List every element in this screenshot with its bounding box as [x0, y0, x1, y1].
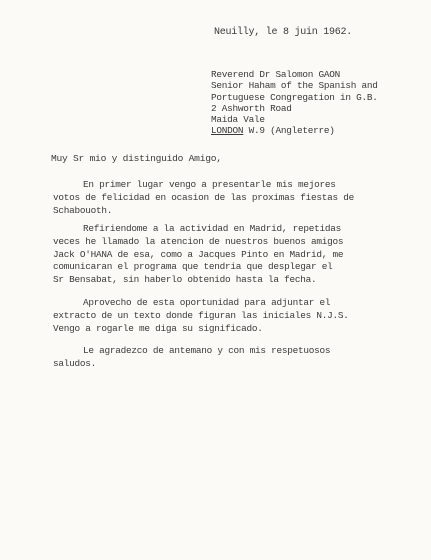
paragraph-line: En primer lugar vengo a presentarle mis mejores: [83, 179, 336, 190]
address-line-city: [211, 125, 378, 136]
paragraph-line: extracto de un texto donde figuran las iniciales N.J.S.: [53, 309, 349, 321]
paragraph-line: Schabouoth.: [53, 204, 113, 216]
city-rest: W.9 (Angleterre): [243, 125, 335, 137]
paragraph-closing: [53, 345, 330, 371]
address-line: Reverend Dr Salomon GAON: [211, 69, 341, 80]
address-line: 2 Ashworth Road: [211, 102, 292, 114]
paragraph-madrid: [53, 223, 343, 287]
paragraph-line: Vengo a rogarle me diga su significado.: [53, 322, 263, 334]
paragraph-line: comunicaran el programa que tendria que desplegar el: [53, 261, 333, 273]
paragraph-line: saludos.: [53, 357, 97, 369]
paragraph-greetings: [53, 179, 354, 217]
salutation: Muy Sr mio y distinguido Amigo,: [51, 153, 222, 164]
recipient-address: [211, 69, 378, 137]
paragraph-line: Le agradezco de antemano y con mis respetuosos: [83, 345, 331, 356]
letter-date: Neuilly, le 8 juin 1962.: [214, 27, 353, 38]
address-line: Senior Haham of the Spanish and: [211, 80, 378, 92]
city-underlined: LONDON: [211, 125, 244, 137]
paragraph-line: Aprovecho de esta oportunidad para adjuntar el: [83, 297, 331, 308]
paragraph-line: Refiriendome a la actividad en Madrid, repetidas: [83, 223, 342, 234]
paragraph-line: veces he llamado la atencion de nuestros buenos amigos: [53, 235, 344, 247]
paragraph-line: Jack O'HANA de esa, como a Jacques Pinto en Madrid, me: [53, 248, 344, 260]
paragraph-extract: [53, 297, 349, 335]
paragraph-line: votos de felicidad en ocasion de las proximas fiestas de: [53, 191, 355, 203]
address-line: Maida Vale: [211, 114, 265, 126]
address-line: Portuguese Congregation in G.B.: [211, 91, 378, 103]
paragraph-line: Sr Bensabat, sin haberlo obtenido hasta la fecha.: [53, 274, 317, 286]
